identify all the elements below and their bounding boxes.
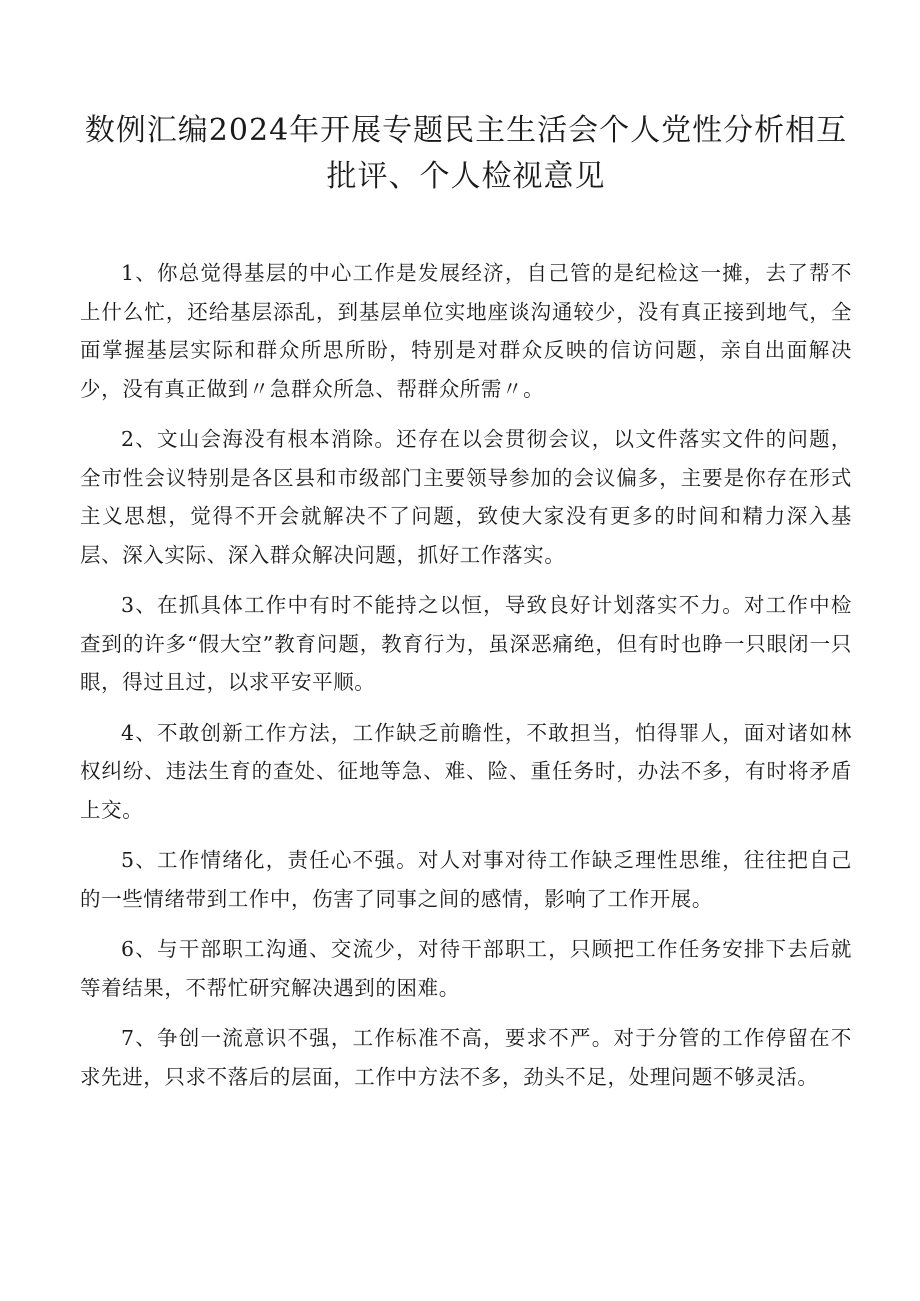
paragraph-1: 1、你总觉得基层的中心工作是发展经济，自己管的是纪检这一摊，去了帮不上什么忙，还给基层添乱，到基层单位实地座谈沟通较少，没有真正接到地气，全面掌握基层实际和群众所思所盼，特别是对群众反映的信访问题，亲自出面解决少，没有真正做到〃急群众所急、帮群众所需〃。 [80, 261, 852, 401]
paragraph-5: 5、工作情绪化，责任心不强。对人对事对待工作缺乏理性思维，往往把自己的一些情绪带到工作中，伤害了同事之间的感情，影响了工作开展。 [80, 848, 852, 911]
paragraph-3: 3、在抓具体工作中有时不能持之以恒，导致良好计划落实不力。对工作中检查到的许多“假大空”教育问题，教育行为，虽深恶痛绝，但有时也睁一只眼闭一只眼，得过且过，以求平安平顺。 [80, 593, 852, 694]
document-body [80, 254, 852, 1096]
document-title: 数例汇编2024年开展专题民主生活会个人党性分析相互批评、个人检视意见 [84, 113, 848, 194]
paragraph-4: 4、不敢创新工作方法，工作缺乏前瞻性，不敢担当，怕得罪人，面对诸如林权纠纷、违法生育的查处、征地等急、难、险、重任务时，办法不多，有时将矛盾上交。 [80, 720, 852, 822]
paragraph-2: 2、文山会海没有根本消除。还存在以会贯彻会议，以文件落实文件的问题，全市性会议特别是各区县和市级部门主要领导参加的会议偏多，主要是你存在形式主义思想，觉得不开会就解决不了问题，致使大家没有更多的时间和精力深入基层、深入实际、深入群众解决问题，抓好工作落实。 [80, 427, 852, 567]
paragraph-6: 6、与干部职工沟通、交流少，对待干部职工，只顾把工作任务安排下去后就等着结果，不帮忙研究解决遇到的困难。 [80, 937, 852, 1000]
paragraph-7: 7、争创一流意识不强，工作标准不高，要求不严。对于分管的工作停留在不求先进，只求不落后的层面，工作中方法不多，劲头不足，处理问题不够灵活。 [80, 1026, 852, 1089]
